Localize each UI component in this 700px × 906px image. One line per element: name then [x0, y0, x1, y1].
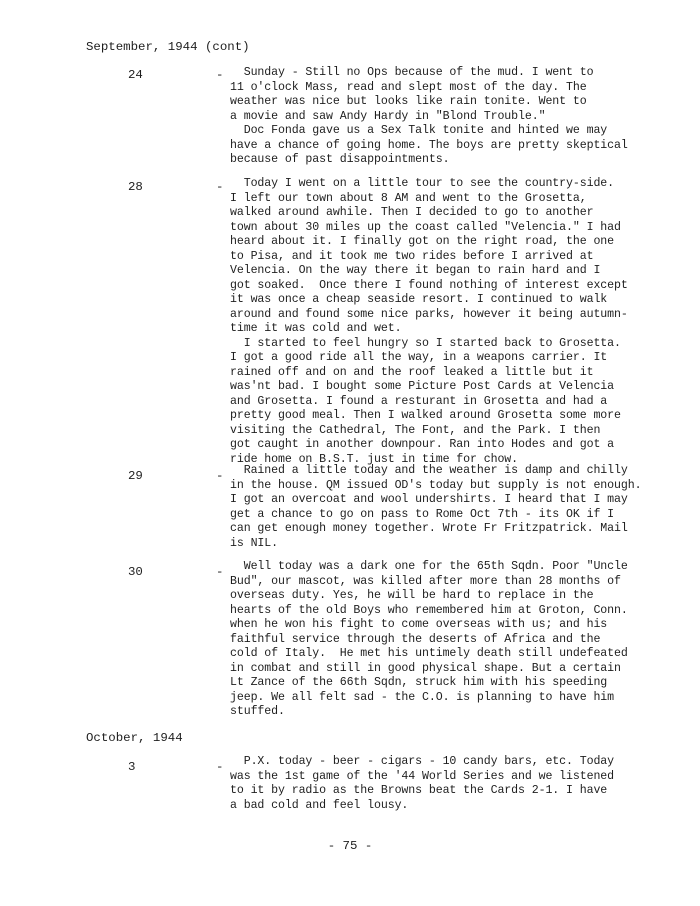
section-header-september: September, 1944 (cont)	[86, 40, 250, 54]
entry-dash: -	[216, 565, 224, 579]
entry-text: Today I went on a little tour to see the country-side. I left our town about 8 AM and went to the Grosetta, walked around awhile. Then I decided to go to another town about 30 miles up the coast called "Velencia." I had heard about it. I finally got on the right road, the one to Pisa, and it took me two rides before I arrived at Velencia. On the way there it began to rain hard and I got soaked. Once there I found nothing of interest except it was once a cheap seaside resort. I continued to walk around and found some nice parks, however it being autumn- time it was cold and wet. I started to feel hungry so I started back to Grosetta. I got a good ride all the way, in a weapons carrier. It rained off and on and the roof leaked a little but it was'nt bad. I bought some Picture Post Cards at Velencia and Grosetta. I found a resturant in Grosetta and had a pretty good meal. Then I walked around Grosetta some more visiting the Cathedral, The Font, and the Park. I then got caught in another downpour. Ran into Hodes and got a ride home on B.S.T. just in time for chow.	[230, 177, 628, 466]
entry-text: Well today was a dark one for the 65th Sqdn. Poor "Uncle Bud", our mascot, was killed after more than 28 months of overseas duty. Yes, he will be hard to replace in the hearts of the old Boys who remembered him at Groton, Conn. when he won his fight to come overseas with us; and his faithful service through the deserts of Africa and the cold of Italy. He met his untimely death still undefeated in combat and still in good physical shape. But a certain Lt Zance of the 66th Sqdn, struck him with his speeding jeep. We all felt sad - the C.O. is planning to have him stuffed.	[230, 560, 628, 718]
page-number: - 75 -	[327, 839, 373, 853]
entry-date: 30	[128, 565, 143, 579]
entry-date: 29	[128, 469, 143, 483]
entry-dash: -	[216, 469, 224, 483]
entry-date: 28	[128, 180, 143, 194]
entry-text: Sunday - Still no Ops because of the mud. I went to 11 o'clock Mass, read and slept most of the day. The weather was nice but looks like rain tonite. Went to a movie and saw Andy Hardy in "Blond Trouble." Doc Fonda gave us a Sex Talk tonite and hinted we may have a chance of going home. The boys are pretty skeptical because of past disappointments.	[230, 66, 628, 166]
entry-date: 24	[128, 68, 143, 82]
entry-dash: -	[216, 68, 224, 82]
entry-text: Rained a little today and the weather is damp and chilly in the house. QM issued OD's today but supply is not enough. I got an overcoat and wool undershirts. I heard that I may get a chance to go on pass to Rome Oct 7th - its OK if I can get enough money together. Wrote Fr Fritzpatrick. Mail is NIL.	[230, 464, 642, 550]
entry-text: P.X. today - beer - cigars - 10 candy bars, etc. Today was the 1st game of the '44 World Series and we listened to it by radio as the Browns beat the Cards 2-1. I have a bad cold and feel lousy.	[230, 755, 615, 812]
entry-date: 3	[128, 760, 136, 774]
entry-dash: -	[216, 760, 224, 774]
entry-dash: -	[216, 180, 224, 194]
section-header-october: October, 1944	[86, 731, 183, 745]
